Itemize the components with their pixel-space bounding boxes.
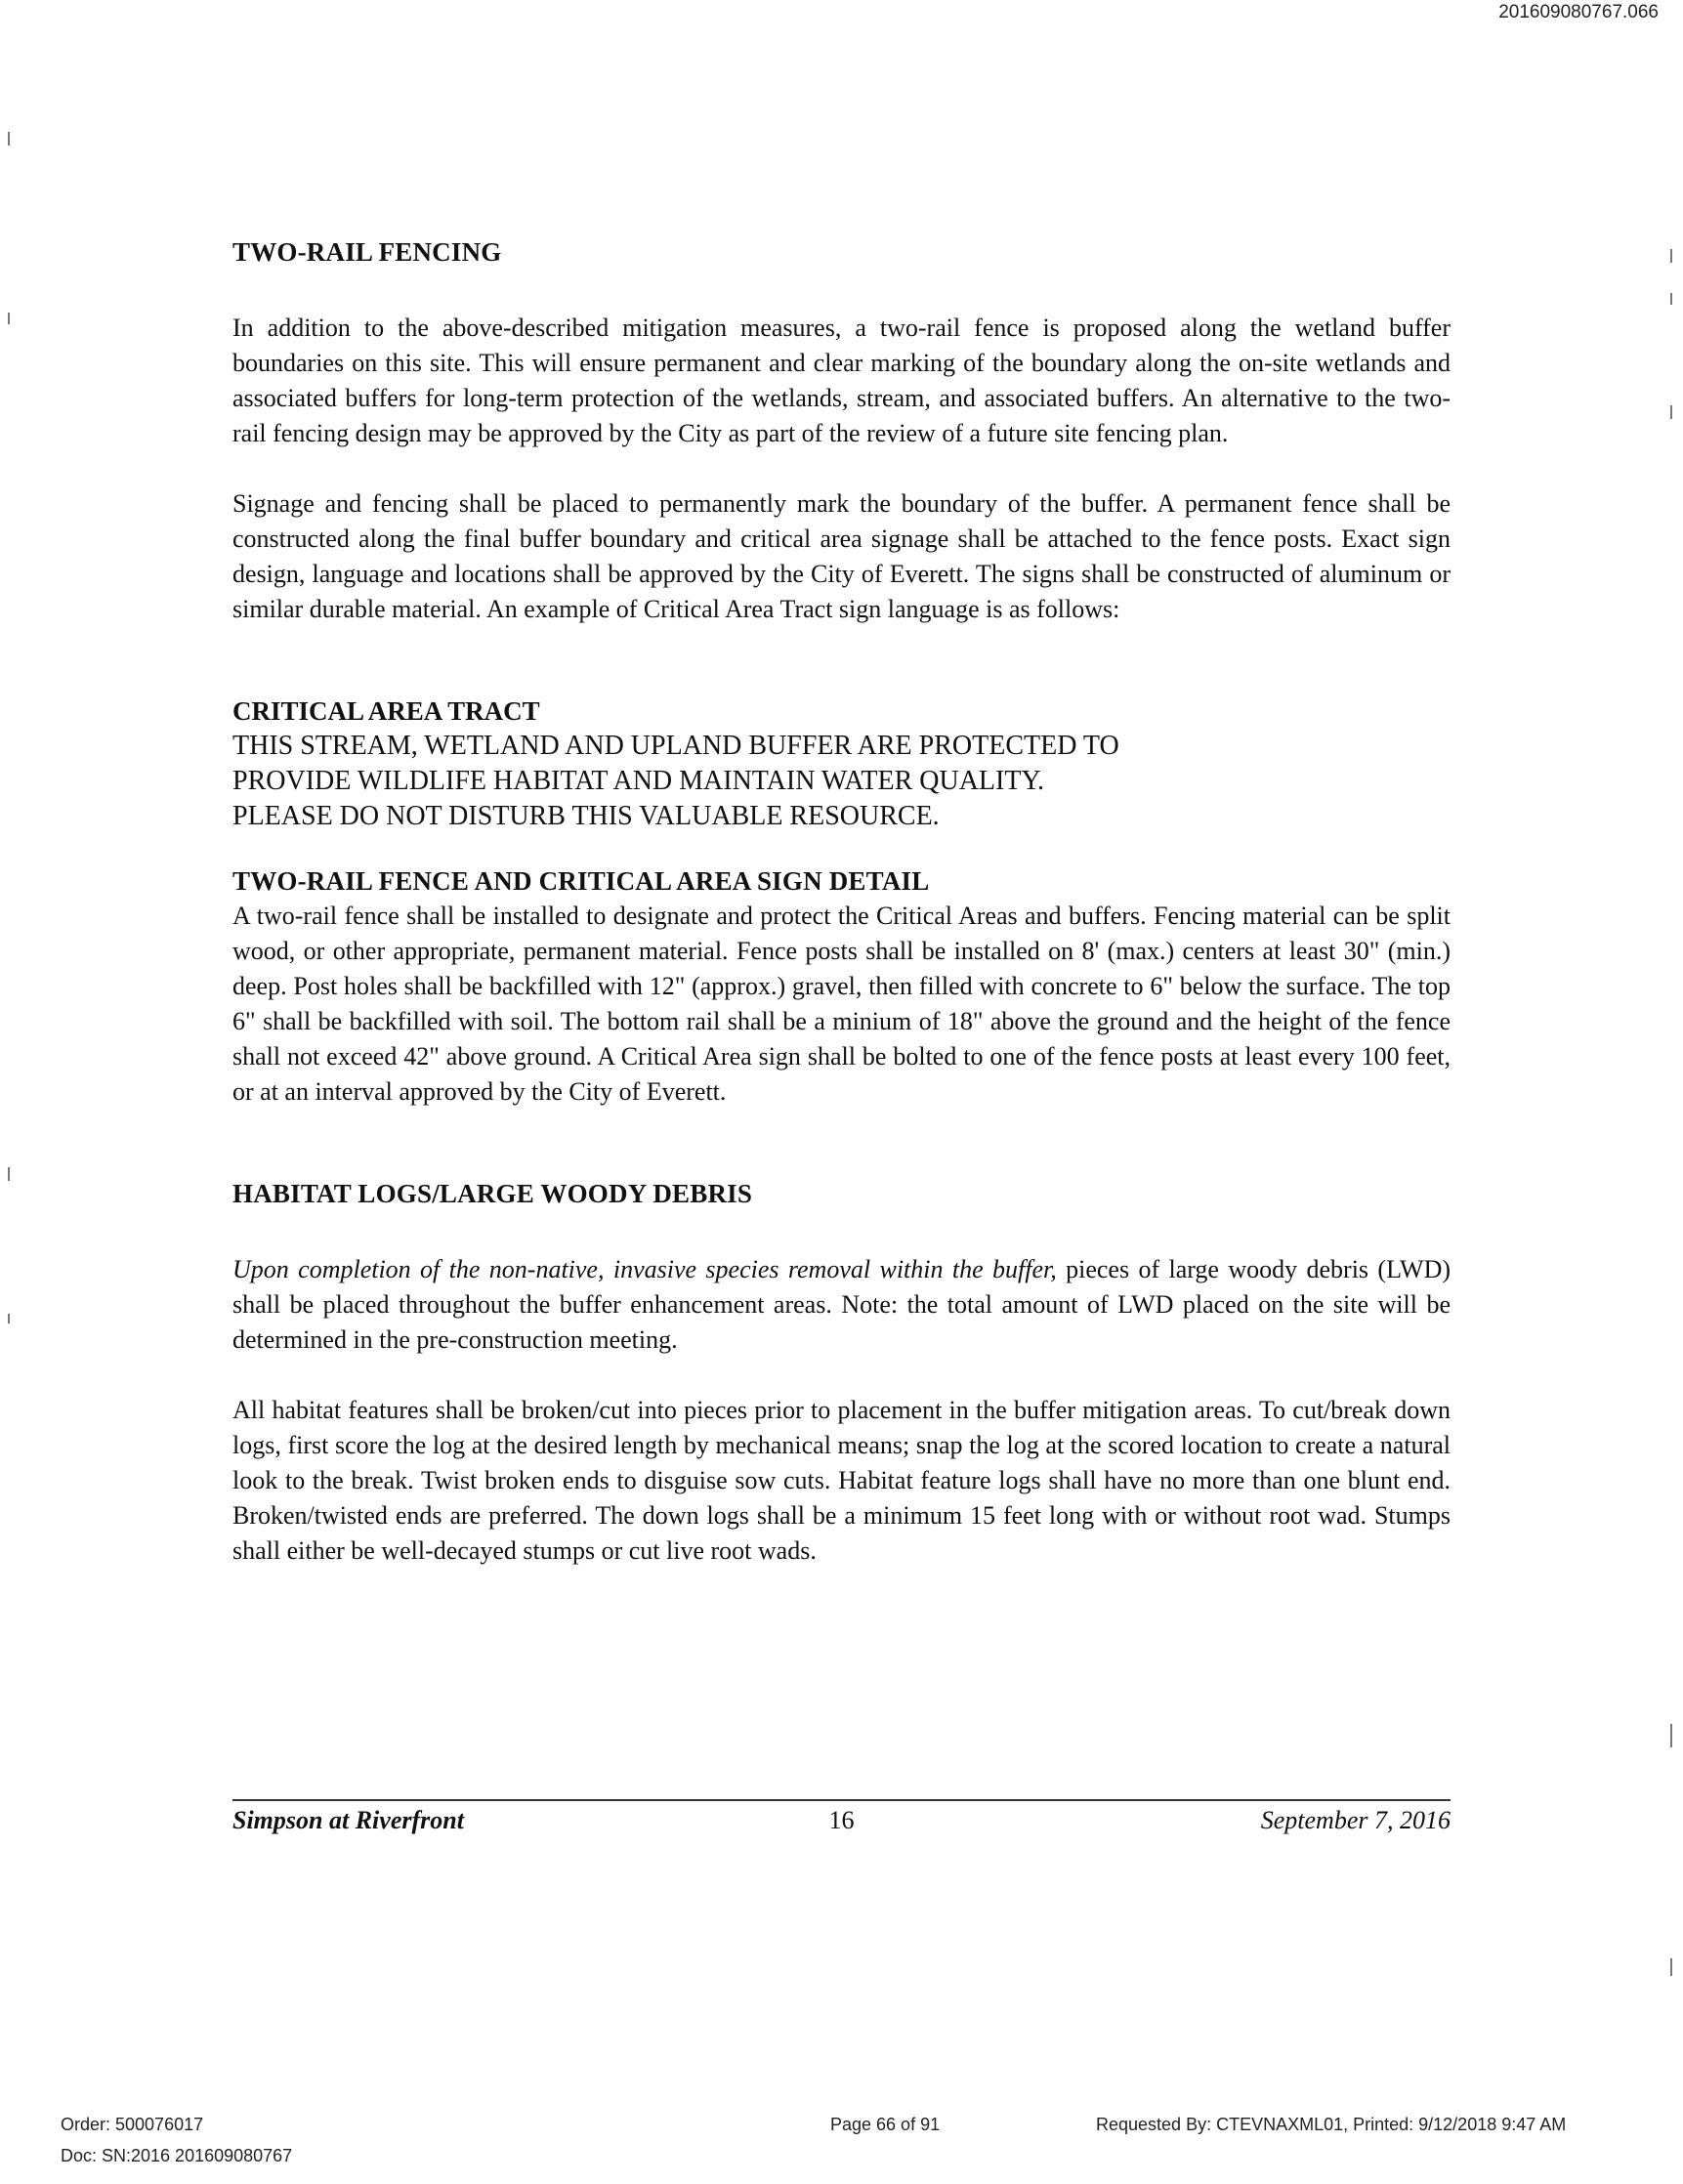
heading-two-rail-fencing: TWO-RAIL FENCING (232, 237, 502, 267)
scan-mark-left-4 (8, 1314, 10, 1323)
paragraph-fence-detail: A two-rail fence shall be installed to designate and protect the Critical Areas and buffers. Fencing material can be split wood, or other appropriate, permanent material. Fence posts shall be installed on 8' (max.) centers at least 30" (min.) deep. Post holes shall be backfilled with 12" (approx.) gravel, then filled with concrete to 6" below the surface. The top 6" shall be backfilled with soil. The bottom rail shall be a minium of 18" above the ground and the height of the fence shall not exceed 42" above ground. A Critical Area sign shall be bolted to one of the fence posts at least every 100 feet, or at an interval approved by the City of Everett. (232, 902, 1451, 1106)
paragraph-lwd-placement (232, 1252, 1451, 1358)
scan-mark-right-2 (1670, 293, 1672, 305)
scan-mark-right-1 (1670, 249, 1672, 263)
paragraph-habitat-features: All habitat features shall be broken/cut into pieces prior to placement in the buffer mitigation areas. To cut/break down logs, first score the log at the desired length by mechanical means; snap the log at the scored location to create a natural look to the break. Twist broken ends to disguise sow cuts. Habitat feature logs shall have no more than one blunt end. Broken/twisted ends are preferred. The down logs shall be a minimum 15 feet long with or without root wad. Stumps shall either be well-decayed stumps or cut live root wads. (232, 1396, 1451, 1565)
scan-mark-left-2 (8, 313, 10, 324)
heading-habitat-logs: HABITAT LOGS/LARGE WOODY DEBRIS (232, 1179, 753, 1208)
paragraph-lwd-lead: Upon completion of the non-native, invasive species removal within the buffer, (232, 1255, 1057, 1283)
paragraph-lwd-rest: pieces of large woody debris (LWD) shall be placed throughout the buffer enhancement areas. Note: the total amount of LWD placed on the site will be determined in the pre-construction meeting. (232, 1255, 1451, 1354)
footer-page-number: 16 (828, 1806, 855, 1834)
document-footer (232, 1803, 1451, 1838)
sign-line-1: THIS STREAM, WETLAND AND UPLAND BUFFER ARE PROTECTED TO (232, 731, 1119, 761)
paragraph-fencing-intro: In addition to the above-described mitigation measures, a two-rail fence is proposed along the wetland buffer boundaries on this site. This will ensure permanent and clear marking of the boundary along the on-site wetlands and associated buffers for long-term protection of the wetlands, stream, and associated buffers. An alternative to the two-rail fencing design may be approved by the City as part of the review of a future site fencing plan. (232, 314, 1451, 447)
scan-mark-right-5 (1670, 1958, 1672, 1976)
scan-mark-left-1 (8, 132, 10, 146)
page-body (232, 234, 1451, 1569)
print-page: Page 66 of 91 (830, 2115, 941, 2134)
scan-mark-left-3 (8, 1167, 10, 1181)
sign-line-3: PLEASE DO NOT DISTURB THIS VALUABLE RESOURCE. (232, 801, 940, 831)
scan-mark-right-3 (1670, 405, 1672, 419)
critical-area-sign-text (232, 693, 1451, 834)
sign-line-2: PROVIDE WILDLIFE HABITAT AND MAINTAIN WATER QUALITY. (232, 766, 1045, 796)
sign-title: CRITICAL AREA TRACT (232, 696, 540, 726)
print-requested: Requested By: CTEVNAXML01, Printed: 9/12/2018 9:47 AM (1096, 2115, 1567, 2134)
recording-id: 201609080767.066 (1498, 2, 1659, 22)
print-doc: Doc: SN:2016 201609080767 (61, 2146, 293, 2165)
print-order: Order: 500076017 (61, 2115, 204, 2134)
scan-mark-right-4 (1670, 1724, 1672, 1747)
footer-date: September 7, 2016 (1260, 1806, 1451, 1834)
footer-project-name: Simpson at Riverfront (232, 1806, 464, 1834)
heading-fence-sign-detail: TWO-RAIL FENCE AND CRITICAL AREA SIGN DETAIL (232, 866, 930, 896)
paragraph-signage: Signage and fencing shall be placed to permanently mark the boundary of the buffer. A permanent fence shall be constructed along the final buffer boundary and critical area signage shall be attached to the fence posts. Exact sign design, language and locations shall be approved by the City of Everett. The signs shall be constructed of aluminum or similar durable material. An example of Critical Area Tract sign language is as follows: (232, 489, 1451, 623)
footer-rule (232, 1799, 1451, 1801)
